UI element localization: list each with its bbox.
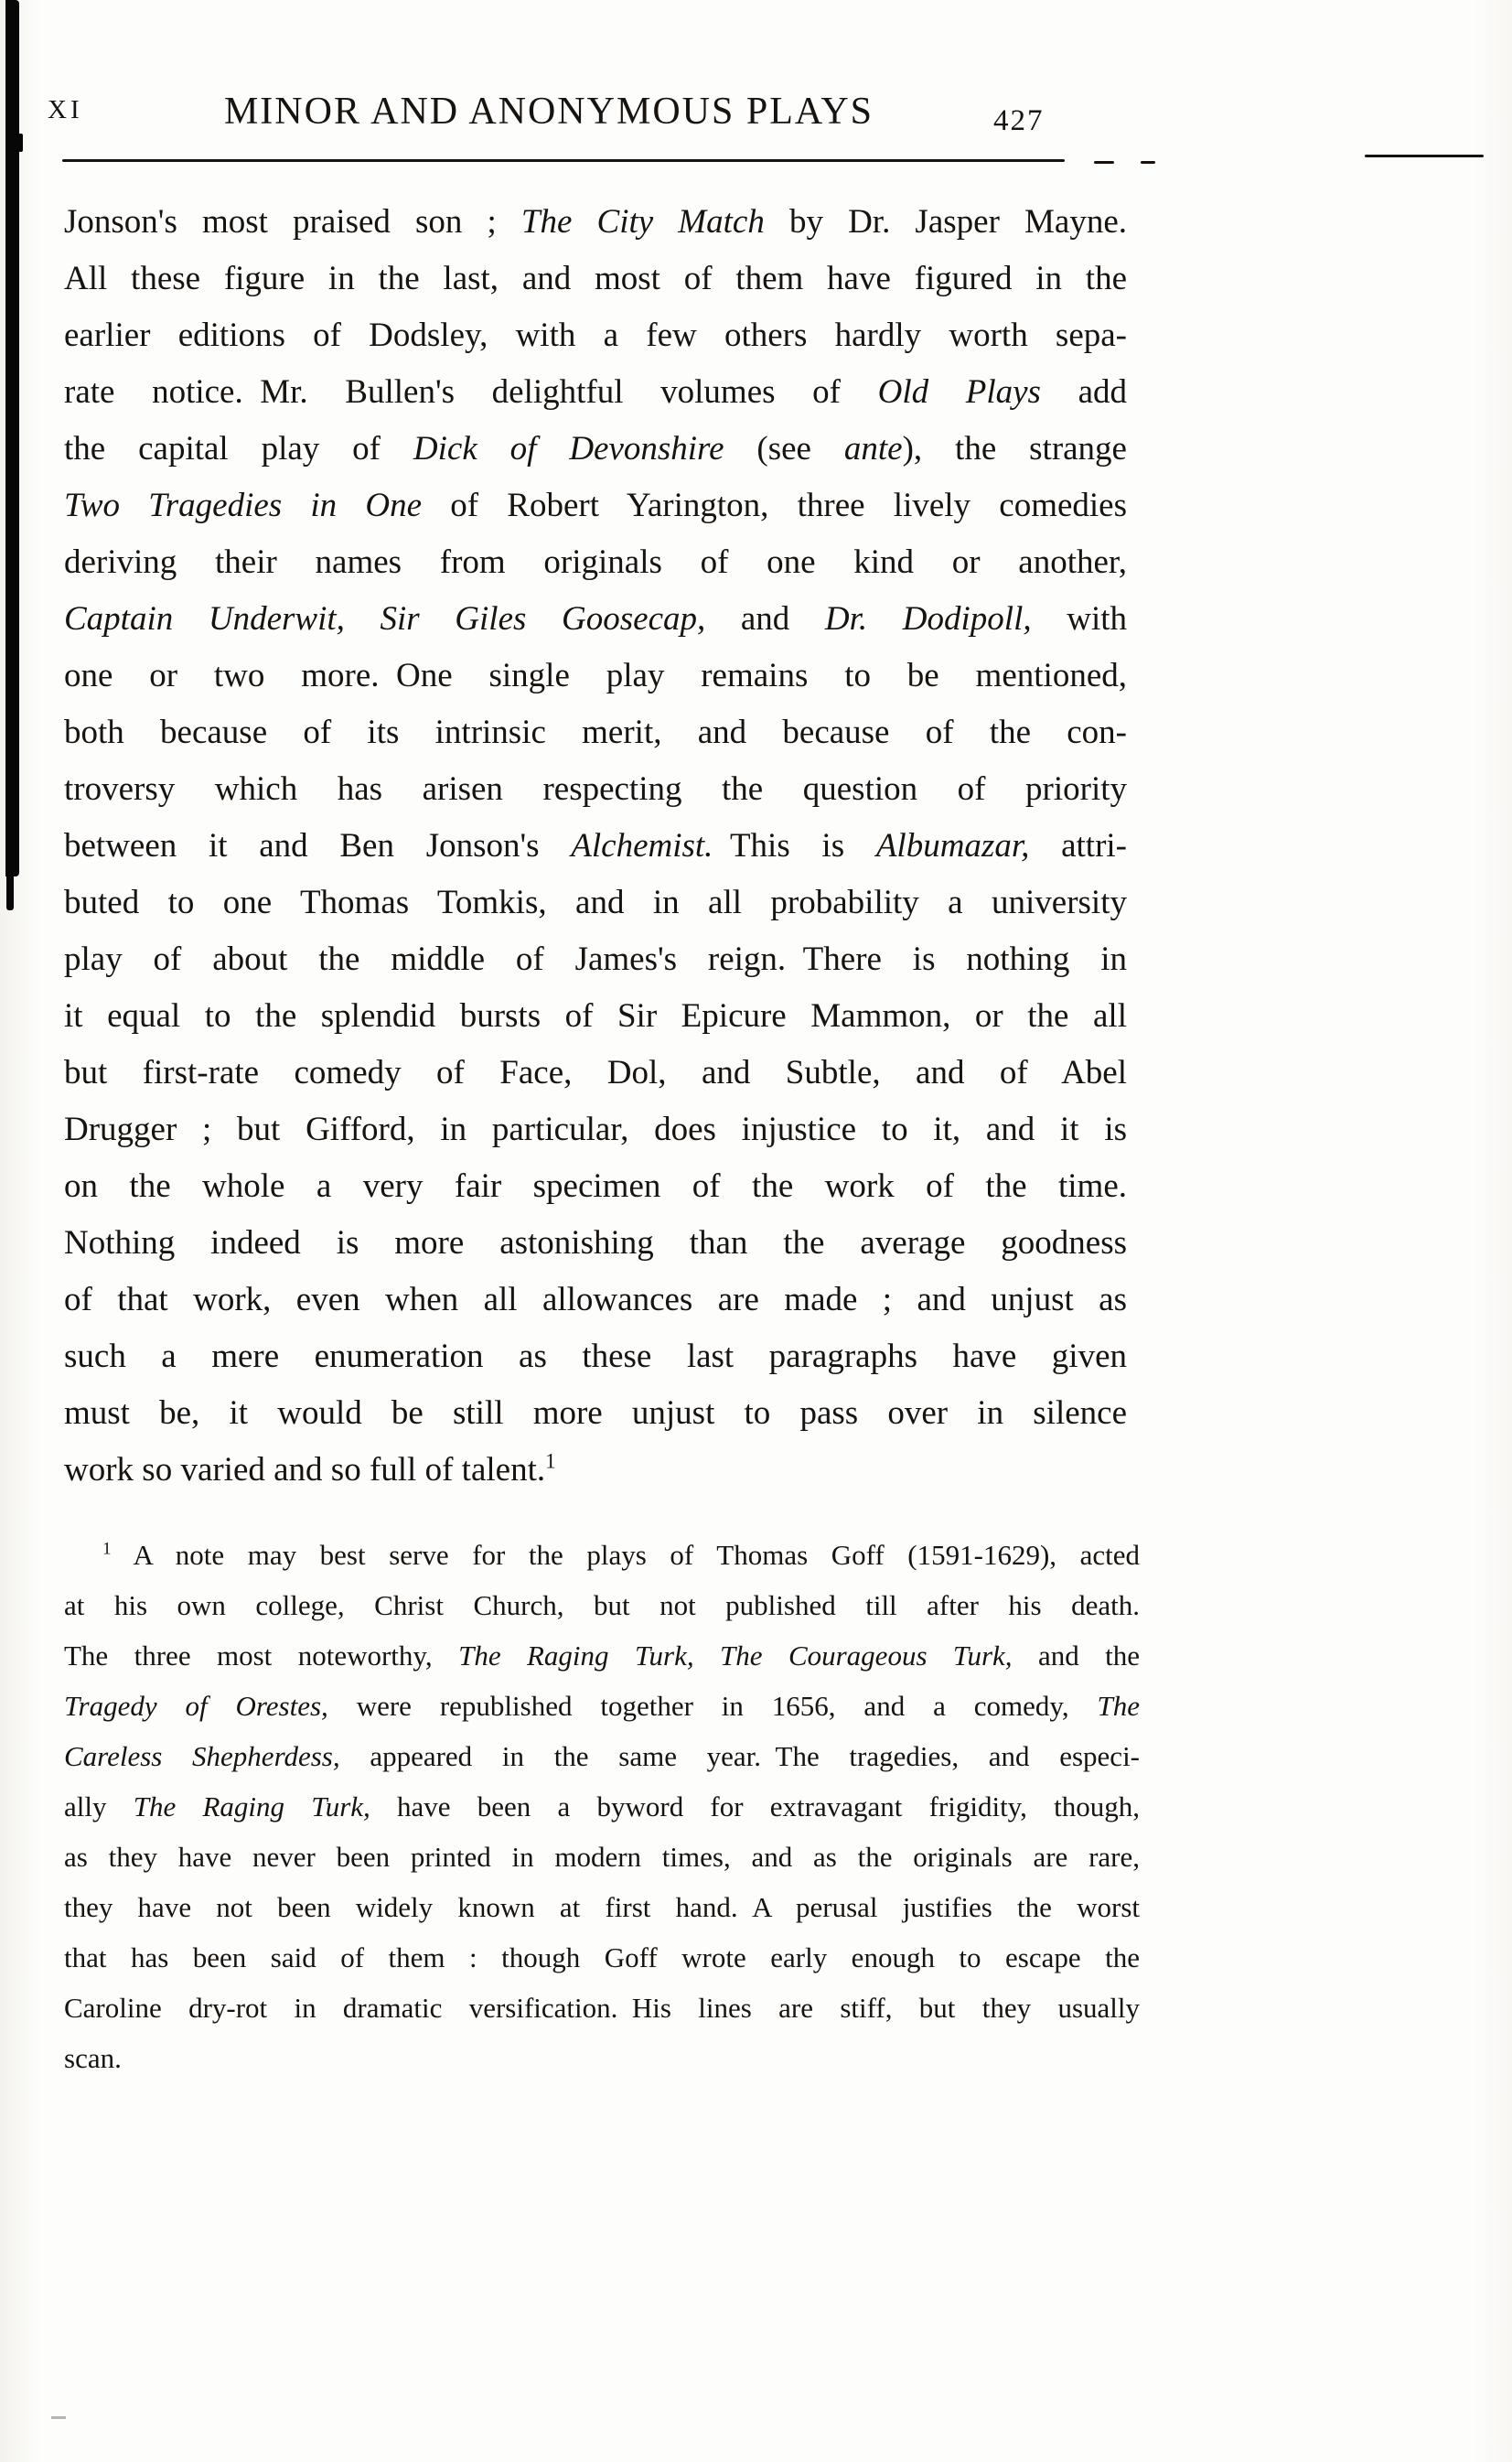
text-line: of that work, even when all allowances are made ; and unjust as bbox=[64, 1281, 1127, 1318]
text-line: Caroline dry-rot in dramatic versification. His lines are stiff, but they usually bbox=[64, 1992, 1140, 2024]
header-rule bbox=[62, 159, 1065, 162]
chapter-number: XI bbox=[48, 95, 83, 124]
text-line: buted to one Thomas Tomkis, and in all probability a university bbox=[64, 884, 1127, 921]
header-rule-dash bbox=[1141, 161, 1155, 164]
text-line: rate notice. Mr. Bullen's delightful volumes of Old Plays add bbox=[64, 373, 1127, 411]
text-line: that has been said of them : though Goff wrote early enough to escape the bbox=[64, 1941, 1140, 1973]
text-line: work so varied and so full of talent.$^1$ bbox=[64, 1449, 556, 1489]
header-rule-dash bbox=[1094, 161, 1114, 164]
scan-gutter-bar bbox=[5, 0, 19, 876]
text-line: troversy which has arisen respecting the question of priority bbox=[64, 770, 1127, 808]
text-line: $^1$ A note may best serve for the plays of Thomas Goff (1591-1629), acted bbox=[102, 1539, 1140, 1571]
text-line: it equal to the splendid bursts of Sir Epicure Mammon, or the all bbox=[64, 997, 1127, 1035]
text-line: the capital play of Dick of Devonshire (see ante), the strange bbox=[64, 430, 1127, 468]
text-line: Careless Shepherdess, appeared in the same year. The tragedies, and especi- bbox=[64, 1740, 1141, 1772]
text-line: one or two more. One single play remains to be mentioned, bbox=[64, 657, 1127, 694]
page-number: 427 bbox=[993, 104, 1045, 137]
text-line: All these figure in the last, and most of them have figured in the bbox=[64, 260, 1127, 297]
scan-gutter-notch bbox=[18, 134, 23, 152]
text-line: Tragedy of Orestes, were republished together in 1656, and a comedy, The bbox=[64, 1690, 1140, 1722]
scan-gutter-bar-tail bbox=[6, 874, 14, 910]
text-line: ally The Raging Turk, have been a byword for extravagant frigidity, though, bbox=[64, 1790, 1140, 1822]
text-line: Nothing indeed is more astonishing than the average goodness bbox=[64, 1224, 1127, 1262]
text-line: Drugger ; but Gifford, in particular, does injustice to it, and it is bbox=[64, 1111, 1127, 1148]
text-line: Captain Underwit, Sir Giles Goosecap, and Dr. Dodipoll, with bbox=[64, 600, 1128, 638]
text-line: must be, it would be still more unjust to pass over in silence bbox=[64, 1394, 1127, 1432]
running-title: MINOR AND ANONYMOUS PLAYS bbox=[223, 91, 874, 133]
text-line: both because of its intrinsic merit, and because of the con- bbox=[64, 714, 1127, 751]
text-line: The three most noteworthy, The Raging Turk, The Courageous Turk, and the bbox=[64, 1640, 1141, 1672]
text-line: Two Tragedies in One of Robert Yarington, three lively comedies bbox=[64, 487, 1127, 524]
text-line: such a mere enumeration as these last paragraphs have given bbox=[64, 1338, 1127, 1375]
text-line: earlier editions of Dodsley, with a few others hardly worth sepa- bbox=[64, 317, 1127, 354]
text-line: scan. bbox=[64, 2042, 122, 2074]
footnote bbox=[64, 1530, 1140, 2083]
text-line: they have not been widely known at first hand. A perusal justifies the worst bbox=[64, 1891, 1140, 1923]
text-line: as they have never been printed in modern times, and as the originals are rare, bbox=[64, 1841, 1140, 1873]
text-line: play of about the middle of James's reign. There is nothing in bbox=[64, 941, 1127, 978]
scan-mark bbox=[51, 2416, 66, 2419]
text-line: Jonson's most praised son ; The City Match by Dr. Jasper Mayne. bbox=[64, 203, 1128, 241]
body-text bbox=[64, 194, 1127, 1499]
text-line: deriving their names from originals of one kind or another, bbox=[64, 543, 1127, 581]
header-rule-dash bbox=[1365, 155, 1484, 157]
text-line: but first-rate comedy of Face, Dol, and Subtle, and of Abel bbox=[64, 1054, 1127, 1091]
text-line: at his own college, Christ Church, but not published till after his death. bbox=[64, 1589, 1140, 1621]
text-line: on the whole a very fair specimen of the work of the time. bbox=[64, 1167, 1127, 1205]
text-line: between it and Ben Jonson's Alchemist. This is Albumazar, attri- bbox=[64, 827, 1128, 865]
